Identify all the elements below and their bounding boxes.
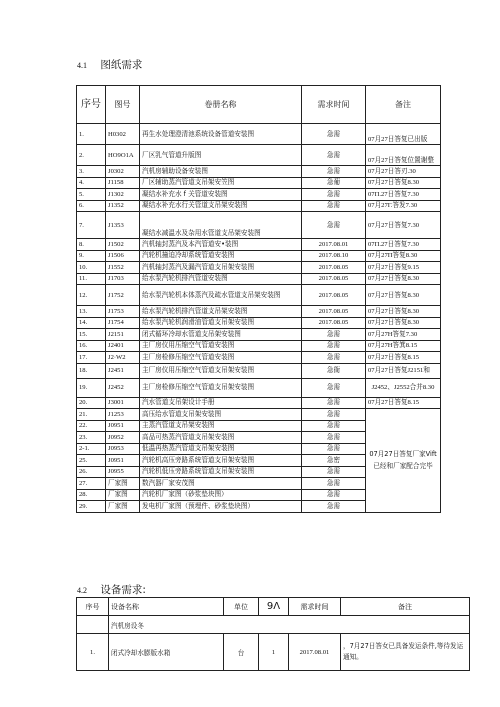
- cell-name: 汽轮机撞迫冷却系统管道安装图: [140, 250, 302, 262]
- cell-name: 汽水管道支吊架设计手册: [140, 397, 302, 409]
- cell-no: 12.: [77, 285, 106, 306]
- cell-time: 2017.08.01: [289, 634, 341, 671]
- cell-code: J0951: [106, 455, 140, 467]
- cell-name: 数汽器厂家安茂图: [140, 478, 302, 490]
- table-row: [77, 250, 441, 262]
- cell-note: 07月27日答复位置谢整: [366, 145, 441, 166]
- cell-time: 2017.08.05: [302, 273, 366, 285]
- cell-code: H0302: [106, 124, 140, 145]
- cell-no: 28.: [77, 489, 106, 501]
- cell-time: 急需: [302, 145, 366, 166]
- cell-note-merged: 07月27日答复厂家Vift已经和厂家配合完毕: [366, 409, 441, 513]
- cell-name: 闭式循环冷却水管道支吊架安装图: [140, 329, 302, 341]
- cell-code: 厂家图: [106, 478, 140, 490]
- cell-time: 2017.08.05: [302, 317, 366, 329]
- cell-name: 凝结水减温水及杂用水管道支吊架安装图: [140, 212, 302, 239]
- cell-time: 急衙: [302, 363, 366, 378]
- cell-time: 急需: [302, 443, 366, 455]
- table-row: [77, 145, 441, 166]
- cell-time: 急需: [302, 340, 366, 352]
- cell-name: 高品可热蒸汽管道支吊架安装图: [140, 432, 302, 444]
- cell-name: 主厂房仪用压缩空气管道安装图: [140, 340, 302, 352]
- cell-no: 29.: [77, 501, 106, 513]
- section-heading-drawings: [77, 57, 142, 72]
- cell-time: 急葡: [302, 177, 366, 189]
- table-header-row: [77, 598, 470, 616]
- cell-no: 21.: [77, 409, 106, 421]
- cell-note: 07月27日答复已出版: [366, 124, 441, 145]
- cell-note: 07月27日答复8.30: [366, 285, 441, 306]
- cell-no: 19.: [77, 378, 106, 397]
- cell-time: 急需: [302, 501, 366, 513]
- cell-note: 07月27日答复8.15: [366, 397, 441, 409]
- cell-no: 25.: [77, 455, 106, 467]
- table-row: [77, 262, 441, 274]
- cell-time: 急需: [302, 378, 366, 397]
- cell-code: J0955: [106, 466, 140, 478]
- cell-code: J1753: [106, 306, 140, 318]
- cell-name: 汽机房辅助设备安装图: [140, 166, 302, 178]
- cell-code: 厂家图: [106, 489, 140, 501]
- cell-time: 急需: [302, 200, 366, 212]
- cell-note: 07月27日答刃.30: [366, 166, 441, 178]
- cell-name: 给水泵汽轮机排汽管道安装图: [140, 273, 302, 285]
- header-name: 卷册名称: [140, 86, 302, 124]
- cell-no: 4.: [77, 177, 106, 189]
- cell-time: 2017.08.10: [302, 250, 366, 262]
- header-time: 需求时间: [289, 598, 341, 616]
- cell-name: 再生水处理澄清池系统设备管道安装图: [140, 124, 302, 145]
- cell-no: 1.: [77, 634, 109, 671]
- table-row: [77, 397, 441, 409]
- table-row: [77, 352, 441, 364]
- cell-time: 急需: [302, 478, 366, 490]
- cell-code: J0952: [106, 432, 140, 444]
- cell-code: J2452: [106, 378, 140, 397]
- cell-name: 主厂房检修压缩空气管道支吊架安装图: [140, 378, 302, 397]
- cell-name: 汽轮机厂家图（砂浆垫块图）: [140, 489, 302, 501]
- cell-note: 07月27Γ.答发7.30: [366, 200, 441, 212]
- cell-note: 07月27日答复8.30: [366, 306, 441, 318]
- cell-code: J3001: [106, 397, 140, 409]
- cell-name: 闭式冷却水膨版水箱: [109, 634, 224, 671]
- header-note: 备注: [366, 86, 441, 124]
- cell-code: J1752: [106, 285, 140, 306]
- cell-name: 低温再热蒸汽管道支吊架安装图: [140, 443, 302, 455]
- group-label: 汽机房设冬: [109, 616, 470, 634]
- table-row: [77, 340, 441, 352]
- cell-note: 07月27日答复9.15: [366, 262, 441, 274]
- cell-code: J1158: [106, 177, 140, 189]
- cell-no: 22.: [77, 420, 106, 432]
- header-note: 备注: [341, 598, 470, 616]
- table-row: [77, 363, 441, 378]
- section-heading-equipment: [77, 582, 146, 597]
- cell-name: 汽机轴封蒸汽及漏汽管道支吊架安装图: [140, 262, 302, 274]
- cell-note: 07月27日答复8.30: [366, 177, 441, 189]
- cell-code: J1253: [106, 409, 140, 421]
- header-name: 设备名称: [109, 598, 224, 616]
- section-title: 设备需求:: [100, 584, 146, 596]
- cell-no: 16.: [77, 340, 106, 352]
- cell-no: 5.: [77, 189, 106, 201]
- cell-time: 急需: [302, 397, 366, 409]
- cell-time: 2017.08.01: [302, 239, 366, 251]
- cell-note: 07月27日答复7.30: [366, 212, 441, 239]
- cell-name: 厂区辅助蒸汽管道支吊架安笠图: [140, 177, 302, 189]
- cell-code: J2401: [106, 340, 140, 352]
- cell-note: 07Π.27日答复7.30: [366, 239, 441, 251]
- group-row: [77, 616, 470, 634]
- cell-code: J2·W2: [106, 352, 140, 364]
- cell-no: 15.: [77, 329, 106, 341]
- header-code: 图号: [106, 86, 140, 124]
- cell-code: 厂家图: [106, 501, 140, 513]
- cell-time: 2017.08.05: [302, 306, 366, 318]
- cell-name: 汽轮机低压旁路系统管道支吊架安装图: [140, 466, 302, 478]
- header-qty: 9Λ: [259, 598, 289, 616]
- cell-note: 07月27Π答复8.30: [366, 250, 441, 262]
- cell-note: 07月27H答箕8.15: [366, 340, 441, 352]
- cell-note: 07月27日答复J2151和: [366, 363, 441, 378]
- cell-no: 23.: [77, 432, 106, 444]
- cell-time: 急需: [302, 212, 366, 239]
- cell-no: 18.: [77, 363, 106, 378]
- table-row: [77, 634, 470, 671]
- cell-name: 给水泵汽轮机本体蒸汽及疏水管道支吊架安装图: [140, 285, 302, 306]
- cell-code: J0951: [106, 420, 140, 432]
- cell-no: 2.: [77, 145, 106, 166]
- table-row: [77, 409, 441, 421]
- cell-time: 急需: [302, 432, 366, 444]
- cell-no: 14.: [77, 317, 106, 329]
- table-row: [77, 166, 441, 178]
- cell-code: J2151: [106, 329, 140, 341]
- table-row: [77, 378, 441, 397]
- table-row: [77, 177, 441, 189]
- cell-note: ，7月27日答女已具备发运条件,等待发运通知。: [341, 634, 470, 671]
- table-row: [77, 200, 441, 212]
- cell-name: 厂区乳气管道升版图: [140, 145, 302, 166]
- cell-code: J1506: [106, 250, 140, 262]
- table-row: [77, 317, 441, 329]
- section-number: 4.2: [77, 586, 87, 595]
- cell-no: 27.: [77, 478, 106, 490]
- cell-unit: 台: [224, 634, 259, 671]
- cell-code: J1703: [106, 273, 140, 285]
- cell-time: 2017.08.05: [302, 285, 366, 306]
- cell-code: J1353: [106, 212, 140, 239]
- table-row: [77, 306, 441, 318]
- table-row: [77, 329, 441, 341]
- table-row: [77, 273, 441, 285]
- cell-no: 1.: [77, 124, 106, 145]
- header-no: 序号: [77, 86, 106, 124]
- cell-code: J0953: [106, 443, 140, 455]
- cell-no: 3.: [77, 166, 106, 178]
- cell-note: J2452、J2552合并8.30: [366, 378, 441, 397]
- cell-code: J1352: [106, 200, 140, 212]
- cell-no: 13.: [77, 306, 106, 318]
- table-header-row: [77, 86, 441, 124]
- section-title: 图纸需求: [100, 59, 143, 71]
- header-no: 序号: [77, 598, 109, 616]
- cell-time: 急需: [302, 466, 366, 478]
- cell-name: 给水泵汽轮机润滑油管道支吊架安装图: [140, 317, 302, 329]
- cell-no: 7.: [77, 212, 106, 239]
- table-row: [77, 285, 441, 306]
- cell-no: 20.: [77, 397, 106, 409]
- cell-time: 急需: [302, 189, 366, 201]
- cell-code: J2451: [106, 363, 140, 378]
- cell-time: 急密: [302, 455, 366, 467]
- cell-name: 主厂房仪用压缩空气管道支吊架安装图: [140, 363, 302, 378]
- cell-time: 急需: [302, 124, 366, 145]
- cell-no: 26.: [77, 466, 106, 478]
- cell-name: 高压给水管道支吊架安装图: [140, 409, 302, 421]
- cell-code: J1552: [106, 262, 140, 274]
- cell-name: 主厂房检修压缩空气管道安装图: [140, 352, 302, 364]
- table-row: [77, 124, 441, 145]
- cell-no: 8.: [77, 239, 106, 251]
- cell-code: J0302: [106, 166, 140, 178]
- cell-qty: 1: [259, 634, 289, 671]
- cell-no: 6.: [77, 200, 106, 212]
- cell-name: 给水泵汽轮机排汽管道支吊架安装图: [140, 306, 302, 318]
- cell-no: 10.: [77, 262, 106, 274]
- cell-no: 2-1.: [77, 443, 106, 455]
- cell-time: 2017.08.05: [302, 262, 366, 274]
- drawings-table: [76, 85, 441, 513]
- cell-name: 发电机厂家图（预埋件、砂浆垫块图）: [140, 501, 302, 513]
- cell-code: J1754: [106, 317, 140, 329]
- cell-name: 凝结水补充水 f 关管道安装图: [140, 189, 302, 201]
- cell-time: 急需: [302, 409, 366, 421]
- header-unit: 单位: [224, 598, 259, 616]
- cell-no: 9.: [77, 250, 106, 262]
- table-row: [77, 212, 441, 239]
- cell-code: HO9O1A: [106, 145, 140, 166]
- cell-time: 急需: [302, 329, 366, 341]
- equipment-table: [76, 597, 470, 671]
- table-row: [77, 239, 441, 251]
- cell-time: 急需: [302, 166, 366, 178]
- cell-note: 07月27日答复8.30: [366, 273, 441, 285]
- cell-time: 急需: [302, 352, 366, 364]
- cell-name: 汽机轴封蒸汽及本汽管道安•装图: [140, 239, 302, 251]
- cell-time: 急需: [302, 489, 366, 501]
- cell-name: 凝结水补充水行关管道支吊架安装图: [140, 200, 302, 212]
- header-time: 需求时间: [302, 86, 366, 124]
- cell-name: 汽轮机高压旁路系统管道支吊架安装图: [140, 455, 302, 467]
- cell-code: J1302: [106, 189, 140, 201]
- cell-note: 07月27H答复7.30: [366, 329, 441, 341]
- cell-note: 07月27日答复8.30: [366, 317, 441, 329]
- cell-note: 07Π.27日答复7.30: [366, 189, 441, 201]
- table-row: [77, 189, 441, 201]
- cell-name: 主蒸汽管道支吊架安装图: [140, 420, 302, 432]
- cell-no: 11.: [77, 273, 106, 285]
- section-number: 4.1: [77, 61, 87, 70]
- cell-time: 急需: [302, 420, 366, 432]
- cell-code: J1502: [106, 239, 140, 251]
- cell-note: 07月27日答复8.15: [366, 352, 441, 364]
- cell-no: 17.: [77, 352, 106, 364]
